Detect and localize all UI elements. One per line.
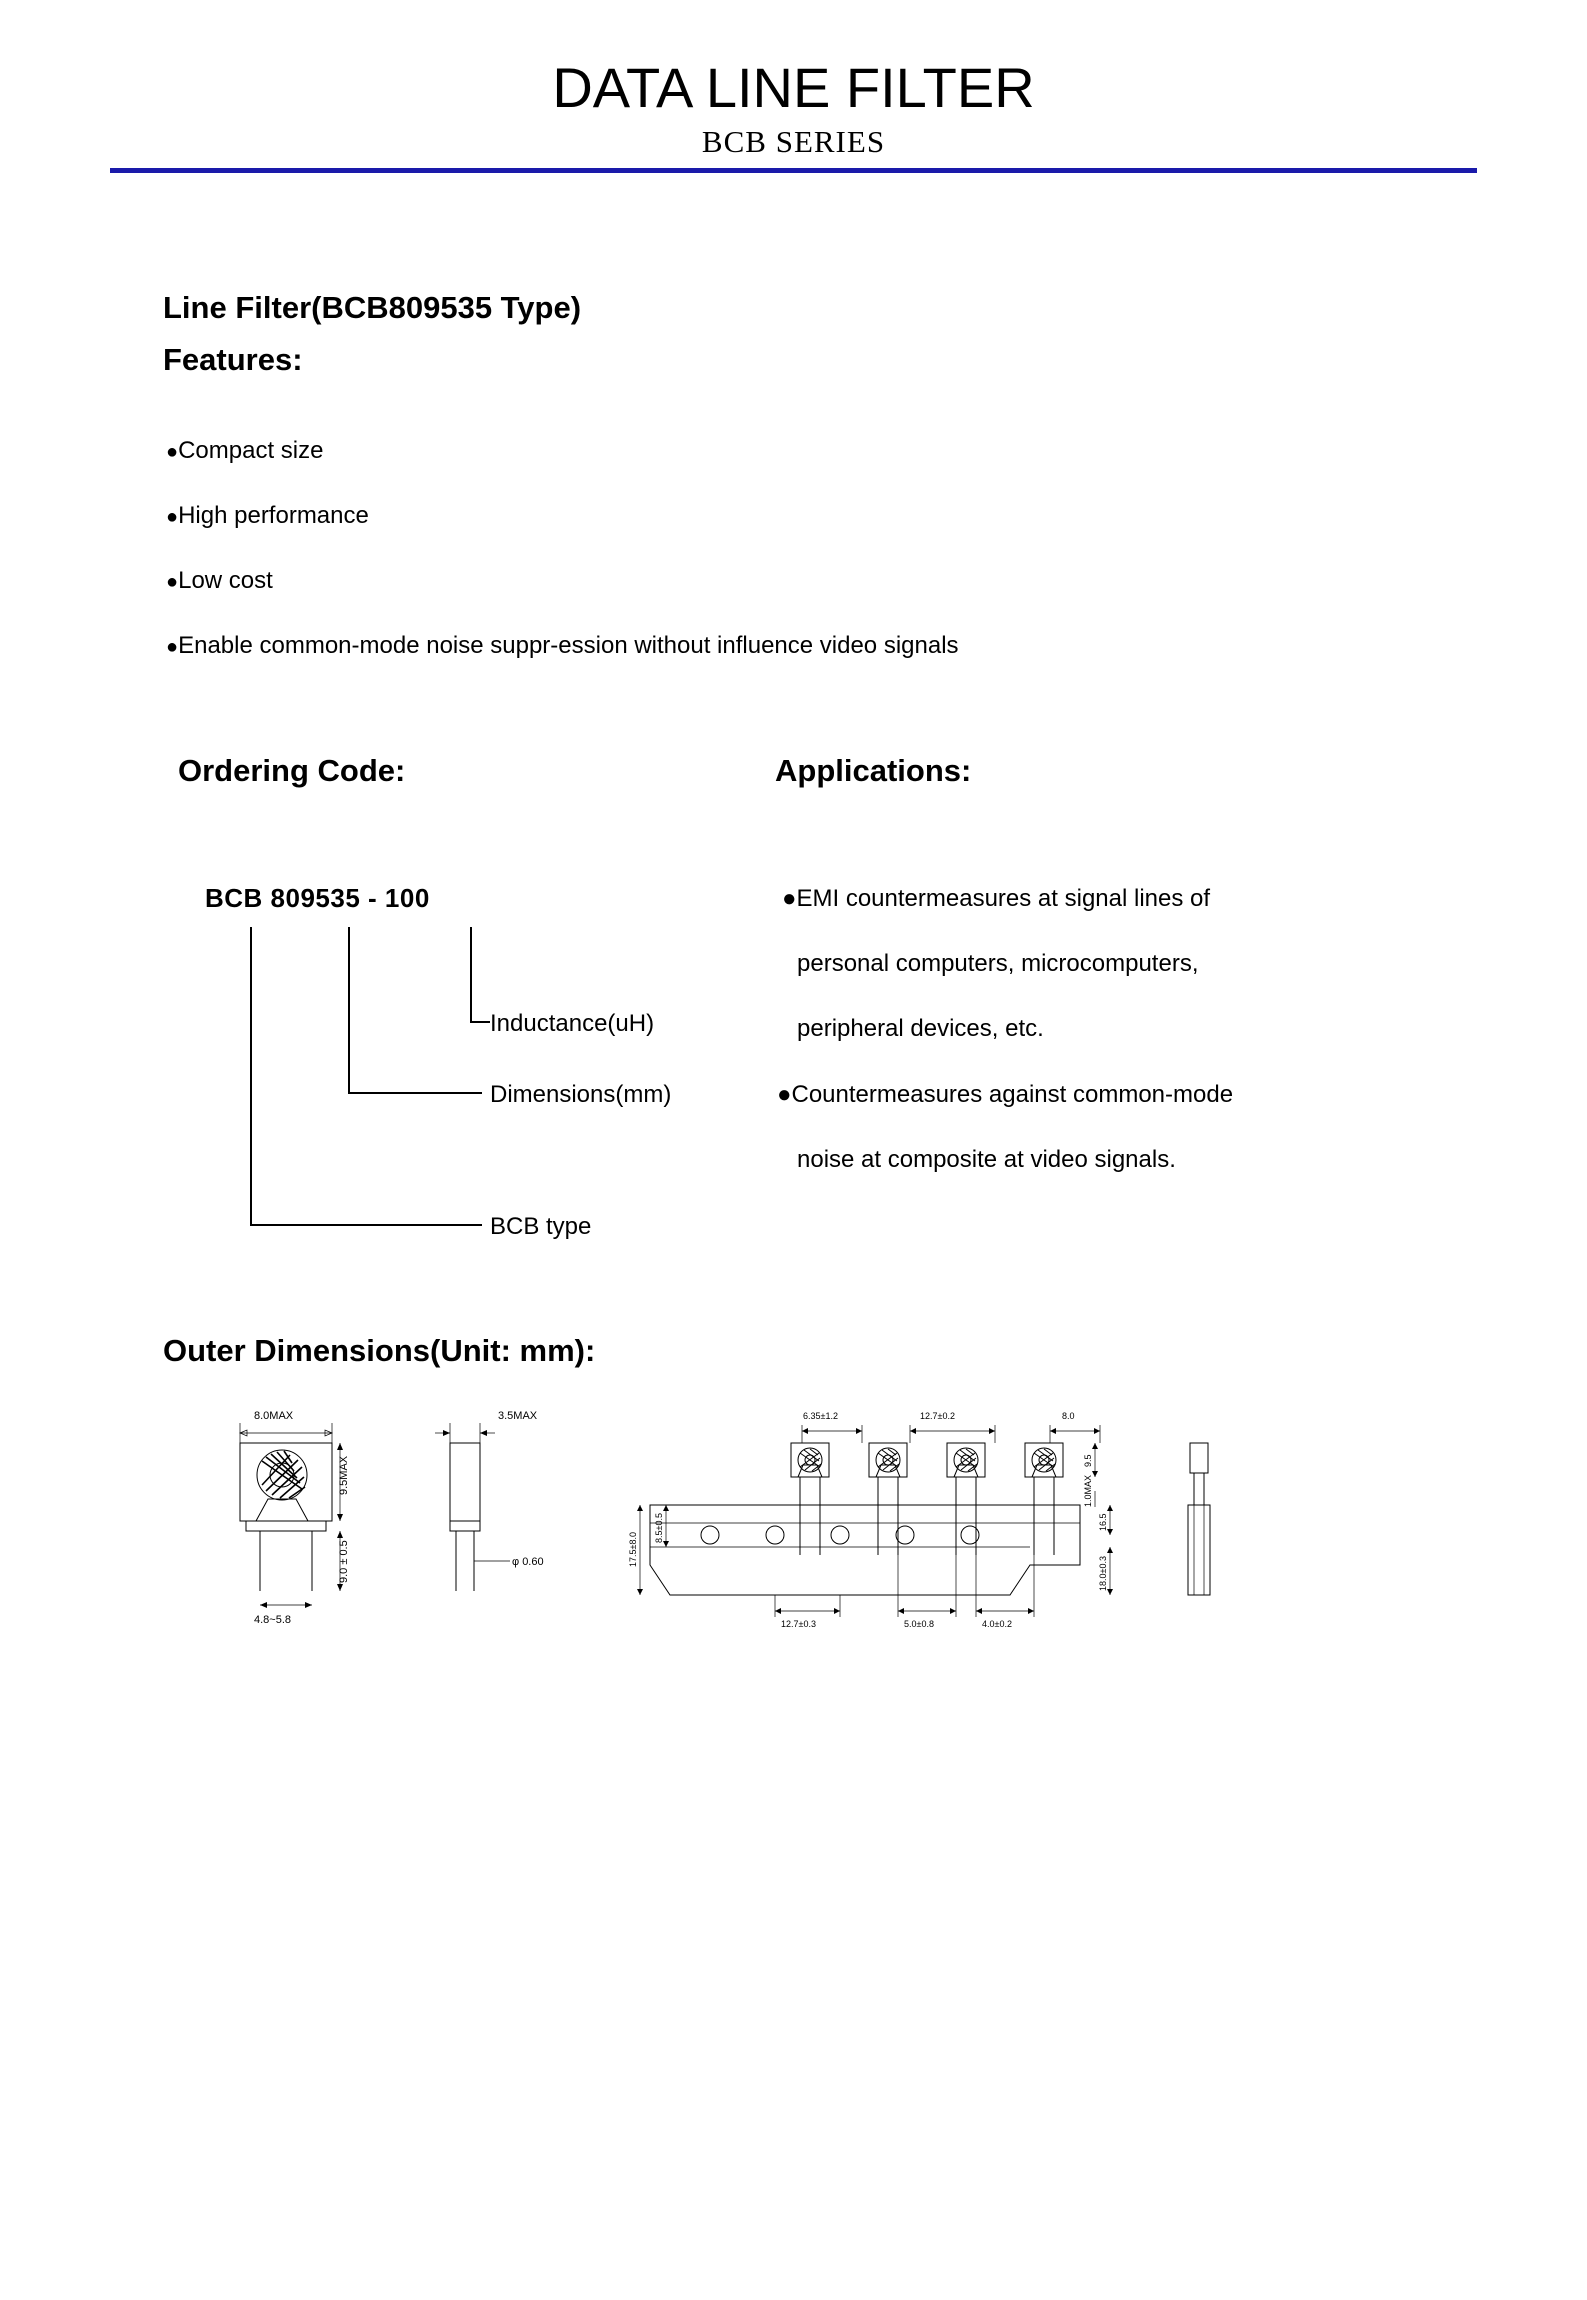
dim-taping-left-2: 8.5±0.5 <box>654 1513 664 1543</box>
leader-line-type-vertical <box>250 927 252 1224</box>
ordering-code-value: BCB 809535 - 100 <box>205 883 430 913</box>
outer-dimensions-drawing <box>150 1395 1460 1715</box>
ordering-label-inductance: Inductance(uH) <box>490 1010 655 1037</box>
application-line: peripheral devices, etc. <box>797 1015 1044 1042</box>
applications-heading: Applications: <box>775 753 972 788</box>
leader-line-inductance-vertical <box>470 927 472 1021</box>
dim-taping-bottom-3: 4.0±0.2 <box>982 1619 1012 1629</box>
features-heading: Features: <box>163 342 303 377</box>
product-title: Line Filter(BCB809535 Type) <box>163 290 582 325</box>
feature-item <box>166 502 369 530</box>
outer-dimensions-heading: Outer Dimensions(Unit: mm): <box>163 1333 596 1368</box>
dim-front-pitch: 4.8~5.8 <box>254 1614 292 1626</box>
dim-side-thickness: 3.5MAX <box>498 1410 538 1422</box>
dim-front-lead-length: 9.0 ± 0.5 <box>338 1540 350 1583</box>
dim-taping-top-2: 12.7±0.2 <box>920 1411 955 1421</box>
application-line: ●Countermeasures against common-mode <box>777 1081 1234 1108</box>
bullet-icon: ● <box>166 441 179 463</box>
document-title: DATA LINE FILTER <box>552 56 1035 119</box>
application-line: ●EMI countermeasures at signal lines of <box>782 885 1211 912</box>
dim-taping-left-1: 17.5±8.0 <box>628 1532 638 1567</box>
feature-label: High performance <box>178 502 369 529</box>
dim-taping-right-3: 16.5 <box>1098 1513 1108 1531</box>
dim-taping-top-3: 8.0 <box>1062 1411 1075 1421</box>
feature-label: Compact size <box>178 437 324 464</box>
dim-taping-right-4: 18.0±0.3 <box>1098 1556 1108 1591</box>
ordering-label-type: BCB type <box>490 1213 592 1240</box>
leader-line-dimensions-horizontal <box>348 1092 482 1094</box>
leader-line-dimensions-vertical <box>348 927 350 1092</box>
dim-side-lead-diameter: φ 0.60 <box>512 1556 544 1568</box>
front-view <box>240 1410 350 1626</box>
feature-item <box>166 437 323 465</box>
dim-taping-bottom-1: 12.7±0.3 <box>781 1619 816 1629</box>
leader-line-inductance-horizontal <box>470 1021 490 1023</box>
ordering-label-dimensions: Dimensions(mm) <box>490 1081 672 1108</box>
feature-item <box>166 632 959 660</box>
dim-taping-right-1: 9.5 <box>1083 1454 1093 1467</box>
application-line: personal computers, microcomputers, <box>797 950 1199 977</box>
dim-taping-right-2: 1.0MAX <box>1083 1474 1093 1507</box>
bullet-icon: ● <box>166 571 179 593</box>
dimension-drawing-svg <box>150 1395 1460 1715</box>
dim-taping-top-1: 6.35±1.2 <box>803 1411 838 1421</box>
bullet-icon: ● <box>166 636 179 658</box>
feature-label: Enable common-mode noise suppr-ession without influence video signals <box>178 632 959 659</box>
feature-label: Low cost <box>178 567 273 594</box>
taping-view <box>628 1411 1210 1629</box>
bullet-icon: ● <box>166 506 179 528</box>
dim-front-height: 9.5MAX <box>338 1455 350 1495</box>
document-page <box>0 55 1587 2300</box>
document-subtitle: BCB SERIES <box>701 124 886 159</box>
dim-front-width: 8.0MAX <box>254 1410 294 1422</box>
ordering-code-heading: Ordering Code: <box>178 753 406 788</box>
side-view <box>435 1410 544 1591</box>
leader-line-type-horizontal <box>250 1224 482 1226</box>
title-divider <box>110 168 1477 173</box>
dim-taping-bottom-2: 5.0±0.8 <box>904 1619 934 1629</box>
feature-item <box>166 567 273 595</box>
application-line: noise at composite at video signals. <box>797 1146 1176 1173</box>
